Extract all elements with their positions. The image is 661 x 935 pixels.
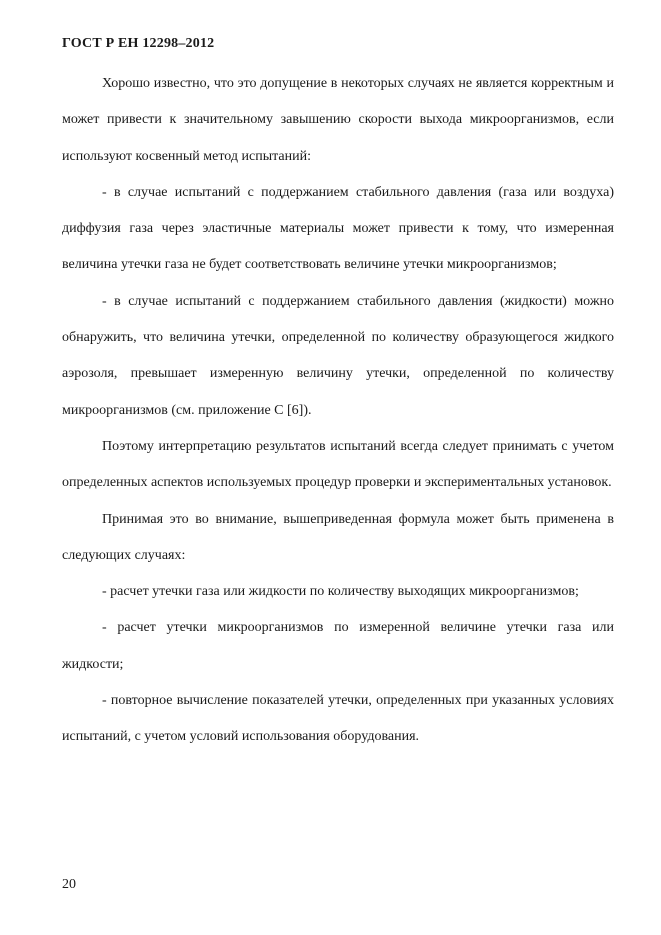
- body-text: [62, 66, 614, 756]
- paragraph-assumption-note: Хорошо известно, что это допущение в некоторых случаях не является корректным и может привести к значительному завышению скорости выхода микроорганизмов, если используют косвенный метод испытаний:: [62, 76, 614, 164]
- paragraph-formula-application: Принимая это во внимание, вышеприведенная формула может быть применена в следующих случаях:: [62, 511, 614, 563]
- paragraph-case-recalculation: - повторное вычисление показателей утечки, определенных при указанных условиях испытаний, с учетом условий использования оборудования.: [62, 693, 614, 745]
- paragraph-case-microorganism-leak: - расчет утечки микроорганизмов по измеренной величине утечки газа или жидкости;: [62, 620, 614, 672]
- paragraph-interpretation: Поэтому интерпретацию результатов испытаний всегда следует принимать с учетом определенных аспектов используемых процедур проверки и экспериментальных установок.: [62, 438, 614, 491]
- document-code-header: ГОСТ Р ЕН 12298–2012: [62, 36, 215, 51]
- page-number: 20: [62, 877, 76, 892]
- paragraph-liquid-pressure-case: - в случае испытаний с поддержанием стабильного давления (жидкости) можно обнаружить, что величина утечки, определенной по количеству образующегося жидкого аэрозоля, превышает измеренную величину утечки, определенной по количеству микроорганизмов (см. приложение С [6]).: [62, 293, 614, 418]
- paragraph-case-gas-liquid-leak: - расчет утечки газа или жидкости по количеству выходящих микроорганизмов;: [102, 584, 579, 600]
- paragraph-gas-pressure-case: - в случае испытаний с поддержанием стабильного давления (газа или воздуха) диффузия газа через эластичные материалы может привести к тому, что измеренная величина утечки газа не будет соответствовать величине утечки микроорганизмов;: [62, 184, 614, 273]
